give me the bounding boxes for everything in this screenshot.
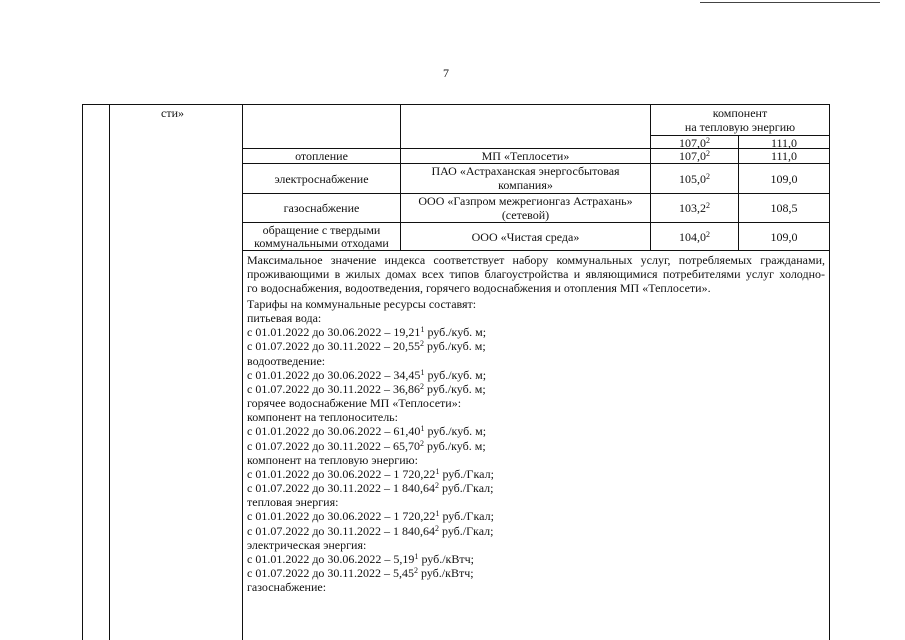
provider-astrakhan-energy-line2: компания» [498, 178, 553, 192]
tariff-list [247, 297, 494, 594]
tariff-line: с 01.07.2022 до 30.11.2022 – 1 840,64$^2$ руб./Гкал; [247, 481, 494, 496]
row-1-value-1: 107,0$^2$ [679, 149, 710, 163]
left-fragment: сти» [161, 106, 184, 120]
tariff-line: с 01.07.2022 до 30.11.2022 – 65,70$^2$ руб./куб. м; [247, 438, 486, 453]
tariff-line: с 01.01.2022 до 30.06.2022 – 61,40$^1$ руб./куб. м; [247, 424, 487, 439]
tariff-line: компонент на тепловую энергию: [247, 452, 418, 467]
component-header-line1: компонент [712, 106, 768, 120]
paragraph-line: го водоснабжения, водоотведения, горячего водоснабжения и отопления МП «Теплосети». [247, 281, 711, 296]
page-number: 7 [443, 66, 449, 80]
service-electricity: электроснабжение [274, 172, 369, 186]
tariff-line: тепловая энергия: [247, 495, 339, 510]
row-3-value-2: 108,5 [770, 201, 798, 215]
header-value-1: 107,0$^2$ [679, 136, 710, 150]
tariff-line: с 01.07.2022 до 30.11.2022 – 1 840,64$^2$ руб./Гкал; [247, 523, 494, 538]
tariff-line: Тарифы на коммунальные ресурсы составят: [247, 297, 477, 311]
row-4-value-1: 104,0$^2$ [679, 230, 710, 244]
tariff-line: с 01.01.2022 до 30.06.2022 – 19,21$^1$ руб./куб. м; [247, 325, 487, 340]
row-2-value-1: 105,0$^2$ [679, 172, 710, 186]
tariff-line: горячее водоснабжение МП «Теплосети»: [247, 396, 462, 411]
tariff-line: с 01.07.2022 до 30.11.2022 – 36,86$^2$ руб./куб. м; [247, 381, 486, 396]
tariff-line: с 01.01.2022 до 30.06.2022 – 34,45$^1$ руб./куб. м; [247, 367, 487, 382]
row-2-value-2: 109,0 [770, 172, 798, 186]
tariff-line: компонент на теплоноситель: [247, 410, 398, 425]
row-4-value-2: 109,0 [770, 230, 798, 244]
tariff-line: газоснабжение: [247, 580, 327, 595]
tariff-line: с 01.01.2022 до 30.06.2022 – 1 720,22$^1$ руб./Гкал; [247, 509, 494, 524]
provider-teploseti: МП «Теплосети» [481, 149, 570, 163]
tariff-line: с 01.07.2022 до 30.11.2022 – 5,45$^2$ руб./кВтч; [247, 565, 474, 580]
provider-astrakhan-energy-line1: ПАО «Астраханская энергосбытовая [431, 164, 620, 178]
service-heating: отопление [295, 149, 348, 163]
provider-chistaya-sreda: ООО «Чистая среда» [471, 230, 580, 244]
component-header-line2: на тепловую энергию [684, 120, 796, 134]
service-gas: газоснабжение [283, 201, 360, 215]
index-note-paragraph [247, 253, 825, 296]
service-waste-line2: коммунальными отходами [254, 236, 389, 250]
service-waste-line1: обращение с твердыми [262, 223, 381, 237]
provider-gazprom-line2: (сетевой) [501, 208, 550, 222]
header-value-2: 111,0 [770, 136, 798, 150]
row-1-value-2: 111,0 [770, 149, 798, 163]
row-3-value-1: 103,2$^2$ [679, 201, 710, 215]
tariff-line: с 01.01.2022 до 30.06.2022 – 1 720,22$^1$ руб./Гкал; [247, 466, 494, 481]
tariff-line: с 01.01.2022 до 30.06.2022 – 5,19$^1$ руб./кВтч; [247, 551, 475, 566]
paragraph-line: Максимальное значение индекса соответствует набору коммунальных услуг, потребляемых гражданами, [247, 253, 825, 267]
tariff-line: с 01.07.2022 до 30.11.2022 – 20,55$^2$ руб./куб. м; [247, 339, 486, 354]
provider-gazprom-line1: ООО «Газпром межрегионгаз Астрахань» [418, 194, 633, 208]
tariff-line: водоотведение: [247, 353, 326, 368]
tariff-line: питьевая вода: [247, 311, 322, 326]
tariff-line: электрическая энергия: [247, 537, 367, 552]
paragraph-line: проживающими в жилых домах всех типов благоустройства и являющимися потребителями услуг холодно- [247, 267, 825, 282]
